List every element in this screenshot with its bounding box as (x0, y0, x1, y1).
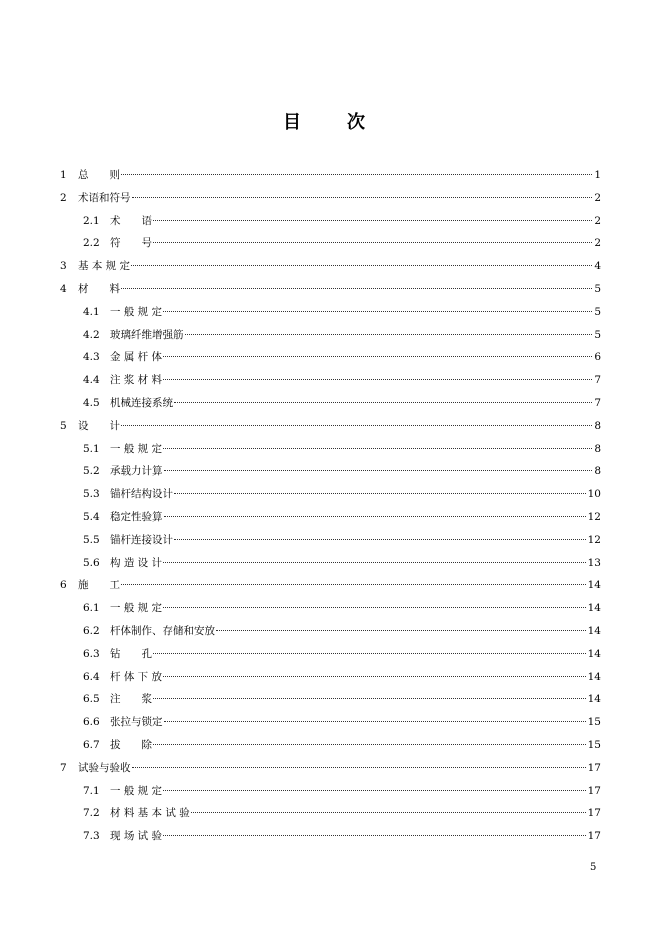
page-title: 目 次 (283, 112, 379, 133)
toc-entry-number: 6.4 (83, 670, 100, 683)
toc-entry-label: 术语和符号 (78, 191, 131, 204)
toc-entry-number: 6.5 (83, 693, 100, 706)
toc-entry-page: 14 (587, 579, 601, 592)
dot-leader (163, 311, 592, 312)
toc-entry[interactable] (60, 460, 601, 483)
toc-entry[interactable] (60, 187, 601, 210)
toc-entry-number: 4.3 (83, 351, 100, 364)
toc-entry-page: 1 (594, 169, 601, 181)
toc-entry-number: 4 (60, 282, 67, 295)
toc-entry-label: 锚杆连接设计 (110, 533, 173, 546)
dot-leader (121, 425, 592, 426)
toc-entry-page: 15 (587, 716, 601, 729)
toc-entry-page: 5 (594, 328, 601, 341)
toc-entry-label: 一 般 规 定 (110, 442, 163, 455)
toc-entry-number: 7.3 (83, 830, 100, 843)
toc-entry-label: 材 料 基 本 试 验 (110, 807, 190, 820)
toc-entry-label: 现 场 试 验 (110, 830, 163, 843)
dot-leader (163, 607, 586, 608)
toc-entry-page: 6 (594, 351, 601, 364)
toc-entry-label: 符 号 (110, 237, 152, 250)
toc-entry-page: 14 (587, 602, 601, 615)
dot-leader (153, 698, 586, 699)
dot-leader (174, 402, 592, 403)
toc-entry[interactable] (60, 210, 601, 233)
toc-entry-page: 10 (587, 488, 601, 501)
toc-entry-label: 稳定性验算 (110, 510, 163, 523)
toc-entry-number: 2 (60, 191, 67, 204)
dot-leader (163, 379, 592, 380)
dot-leader (153, 653, 586, 654)
toc-entry-label: 材 料 (78, 282, 120, 295)
toc-entry-label: 杆 体 下 放 (110, 670, 163, 683)
toc-entry-page: 14 (587, 693, 601, 706)
toc-entry-label: 张拉与锁定 (110, 716, 163, 729)
toc-entry-page: 4 (594, 260, 601, 273)
dot-leader (185, 334, 593, 335)
dot-leader (121, 174, 592, 175)
toc-entry[interactable] (60, 597, 601, 620)
toc-entry-page: 8 (594, 465, 601, 478)
toc-entry[interactable] (60, 757, 601, 780)
toc-entry-number: 3 (60, 260, 67, 273)
toc-entry[interactable] (60, 346, 601, 369)
toc-entry-number: 6.7 (83, 738, 100, 751)
toc-entry-page: 7 (594, 374, 601, 387)
toc-entry-number: 6 (60, 579, 67, 592)
toc-entry-page: 5 (594, 305, 601, 318)
page-number: 5 (590, 862, 597, 873)
toc-entry-number: 2.2 (83, 237, 100, 250)
dot-leader (132, 197, 593, 198)
toc-entry-label: 拔 除 (110, 738, 152, 751)
toc-entry[interactable] (60, 643, 601, 666)
toc-entry-label: 施 工 (78, 579, 120, 592)
dot-leader (121, 584, 586, 585)
toc-entry[interactable] (60, 278, 601, 301)
toc-entry-label: 基 本 规 定 (78, 260, 131, 273)
toc-entry-page: 2 (594, 237, 601, 250)
toc-entry-page: 5 (594, 282, 601, 295)
toc-entry-label: 构 造 设 计 (110, 556, 163, 569)
toc-entry-number: 5.3 (83, 488, 100, 501)
toc-entry-number: 1 (60, 169, 67, 181)
toc-entry-label: 总 则 (78, 169, 120, 181)
dot-leader (163, 448, 592, 449)
toc-entry-number: 4.4 (83, 374, 100, 387)
toc-entry-number: 7.2 (83, 807, 100, 820)
dot-leader (131, 265, 592, 266)
dot-leader (132, 767, 586, 768)
toc-entry[interactable] (60, 734, 601, 757)
toc-entry-page: 14 (587, 624, 601, 637)
dot-leader (216, 630, 586, 631)
toc-entry-label: 承载力计算 (110, 465, 163, 478)
toc-entry-label: 一 般 规 定 (110, 305, 163, 318)
dot-leader (164, 516, 586, 517)
toc-entry-number: 6.1 (83, 602, 100, 615)
toc-entry-page: 14 (587, 647, 601, 660)
toc-entry-number: 7.1 (83, 784, 100, 797)
dot-leader (191, 812, 586, 813)
toc-entry[interactable] (60, 506, 601, 529)
toc-entry-number: 4.5 (83, 396, 100, 409)
dot-leader (153, 220, 592, 221)
toc-entry-number: 4.1 (83, 305, 100, 318)
toc-entry-page: 7 (594, 396, 601, 409)
toc-entry-number: 6.2 (83, 624, 100, 637)
toc-entry-label: 设 计 (78, 419, 120, 432)
dot-leader (163, 562, 586, 563)
toc-entry-page: 2 (594, 191, 601, 204)
toc-entry-page: 15 (587, 738, 601, 751)
dot-leader (164, 470, 593, 471)
toc-entry-page: 8 (594, 419, 601, 432)
toc-entry-number: 7 (60, 761, 67, 774)
dot-leader (153, 242, 592, 243)
toc-entry-label: 术 语 (110, 214, 152, 227)
toc-entry[interactable] (60, 255, 601, 278)
toc-entry-page: 2 (594, 214, 601, 227)
toc-entry[interactable] (60, 620, 601, 643)
toc-entry-label: 一 般 规 定 (110, 602, 163, 615)
dot-leader (164, 721, 586, 722)
toc-entry-label: 玻璃纤维增强筋 (110, 328, 184, 341)
toc-entry-label: 锚杆结构设计 (110, 488, 173, 501)
toc-entry-page: 17 (587, 807, 601, 820)
toc-entry-number: 5.5 (83, 533, 100, 546)
toc-entry[interactable] (60, 802, 601, 825)
toc-entry[interactable] (60, 164, 601, 187)
toc-entry-number: 6.3 (83, 647, 100, 660)
toc-entry-page: 8 (594, 442, 601, 455)
toc-entry[interactable] (60, 483, 601, 506)
table-of-contents (60, 164, 601, 848)
toc-entry-label: 试验与验收 (78, 761, 131, 774)
toc-entry-page: 17 (587, 761, 601, 774)
toc-entry-number: 6.6 (83, 716, 100, 729)
toc-entry-label: 注 浆 材 料 (110, 374, 163, 387)
toc-entry[interactable] (60, 392, 601, 415)
dot-leader (163, 835, 586, 836)
toc-entry[interactable] (60, 324, 601, 347)
toc-entry[interactable] (60, 552, 601, 575)
dot-leader (153, 744, 586, 745)
toc-entry-label: 注 浆 (110, 693, 152, 706)
toc-entry-page: 17 (587, 784, 601, 797)
toc-entry[interactable] (60, 369, 601, 392)
toc-entry-label: 钻 孔 (110, 647, 152, 660)
toc-entry-page: 12 (587, 510, 601, 523)
toc-entry-number: 4.2 (83, 328, 100, 341)
toc-entry[interactable] (60, 232, 601, 255)
toc-entry-label: 一 般 规 定 (110, 784, 163, 797)
toc-entry-number: 5 (60, 419, 67, 432)
toc-entry[interactable] (60, 574, 601, 597)
dot-leader (163, 790, 586, 791)
toc-entry[interactable] (60, 688, 601, 711)
toc-entry[interactable] (60, 301, 601, 324)
toc-entry-label: 杆体制作、存储和安放 (110, 624, 215, 637)
dot-leader (163, 676, 586, 677)
toc-entry-label: 机械连接系统 (110, 396, 173, 409)
dot-leader (174, 539, 586, 540)
toc-entry[interactable] (60, 780, 601, 803)
toc-entry-page: 13 (587, 556, 601, 569)
toc-entry-number: 5.6 (83, 556, 100, 569)
dot-leader (163, 356, 592, 357)
toc-entry-number: 5.4 (83, 510, 100, 523)
toc-entry[interactable] (60, 666, 601, 689)
toc-entry-page: 14 (587, 670, 601, 683)
toc-entry-page: 12 (587, 533, 601, 546)
dot-leader (121, 288, 592, 289)
toc-entry-page: 17 (587, 830, 601, 843)
toc-entry[interactable] (60, 825, 601, 848)
toc-entry[interactable] (60, 438, 601, 461)
toc-entry[interactable] (60, 529, 601, 552)
toc-entry[interactable] (60, 711, 601, 734)
toc-entry-label: 金 属 杆 体 (110, 351, 163, 364)
toc-entry-number: 5.1 (83, 442, 100, 455)
toc-entry-number: 5.2 (83, 465, 100, 478)
toc-entry[interactable] (60, 415, 601, 438)
dot-leader (174, 493, 586, 494)
toc-entry-number: 2.1 (83, 214, 100, 227)
